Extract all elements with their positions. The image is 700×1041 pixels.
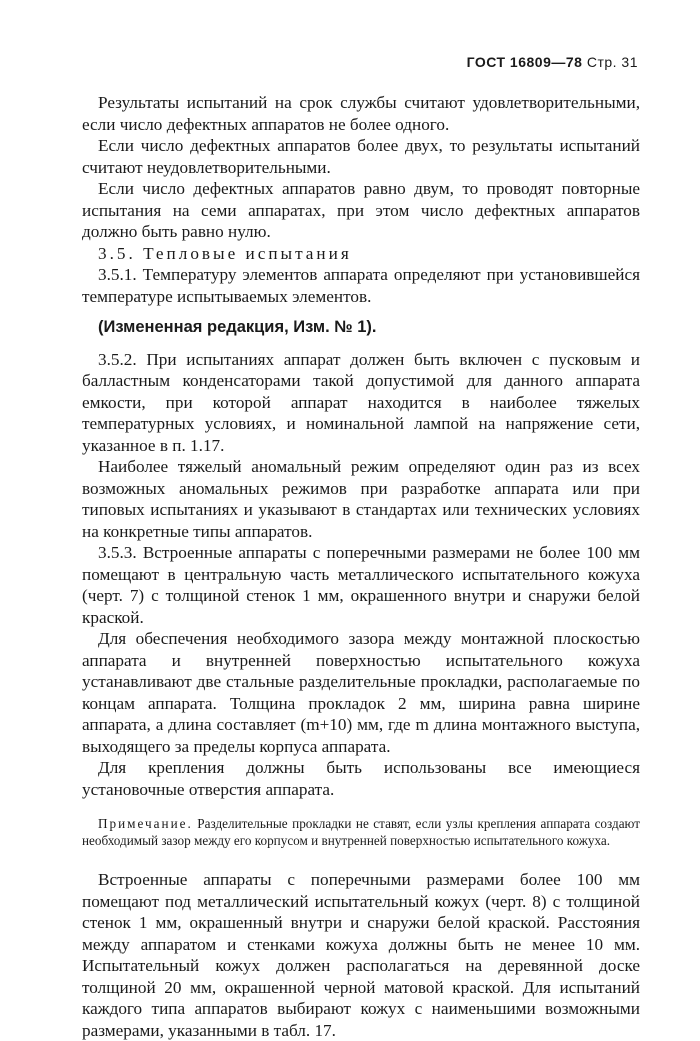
paragraph-service-life-result: Результаты испытаний на срок службы считают удовлетворительными, если число дефектных аппаратов не более одного. xyxy=(82,93,640,134)
clause-3-5-1: 3.5.1. Температуру элементов аппарата определяют при установившейся температуре испытываемых элементов. xyxy=(82,265,640,306)
paragraph-mounting-holes: Для крепления должны быть использованы все имеющиеся установочные отверстия аппарата. xyxy=(82,758,640,799)
page-number: Стр. 31 xyxy=(586,54,638,70)
paragraph-spacers: Для обеспечения необходимого зазора между монтажной плоскостью аппарата и внутренней поверхностью испытательного кожуха устанавливают две стальные разделительные прокладки, располагаемые по концам аппарата. Толщина прокладок 2 мм, ширина равна ширине аппарата, а длина составляет (m+10) мм, где m длина монтажного выступа, выходящего за пределы корпуса аппарата. xyxy=(82,629,640,756)
standard-number: ГОСТ 16809—78 xyxy=(466,54,583,70)
paragraph-unsatisfactory: Если число дефектных аппаратов более двух, то результаты испытаний считают неудовлетворительными. xyxy=(82,136,640,177)
section-heading-3-5: 3.5. Тепловые испытания xyxy=(98,243,352,263)
note-block xyxy=(82,816,640,849)
paragraph-abnormal-mode: Наиболее тяжелый аномальный режим определяют один раз из всех возможных аномальных режимов при разработке аппарата или при типовых испытаниях и указывают в стандартах или технических условиях на конкретные типы аппаратов. xyxy=(82,457,640,541)
paragraph-large-devices: Встроенные аппараты с поперечными размерами более 100 мм помещают под металлический испытательный кожух (черт. 8) с толщиной стенок 1 мм, окрашенный внутри и снаружи белой краской. Расстояния между аппаратом и стенками кожуха должны быть не менее 10 мм. Испытательный кожух должен располагаться на деревянной доске толщиной 20 мм, окрашенной черной матовой краской. Для испытаний каждого типа аппаратов выбирают кожух с наименьшими возможными размерами, указанными в табл. 17. xyxy=(82,870,640,1040)
clause-3-5-3: 3.5.3. Встроенные аппараты с поперечными размерами не более 100 мм помещают в центральную часть металлического испытательного кожуха (черт. 7) с толщиной стенок 1 мм, окрашенного внутри и снаружи белой краской. xyxy=(82,543,640,627)
document-body xyxy=(82,92,640,1041)
amendment-note: (Измененная редакция, Изм. № 1). xyxy=(98,318,377,336)
clause-3-5-2: 3.5.2. При испытаниях аппарат должен быть включен с пусковым и балластным конденсаторами такой допустимой для данного аппарата емкости, при которой аппарат находится в наиболее тяжелых температурных условиях, и номинальной лампой на напряжение сети, указанное в п. 1.17. xyxy=(82,349,640,455)
page-header xyxy=(467,54,638,70)
note-text: Разделительные прокладки не ставят, если узлы крепления аппарата создают необходимый зазор между его корпусом и внутренней поверхностью испытательного кожуха. xyxy=(82,816,640,848)
note-label: Примечание. xyxy=(98,816,193,831)
paragraph-repeat-tests: Если число дефектных аппаратов равно двум, то проводят повторные испытания на семи аппаратах, при этом число дефектных аппаратов должно быть равно нулю. xyxy=(82,179,640,241)
